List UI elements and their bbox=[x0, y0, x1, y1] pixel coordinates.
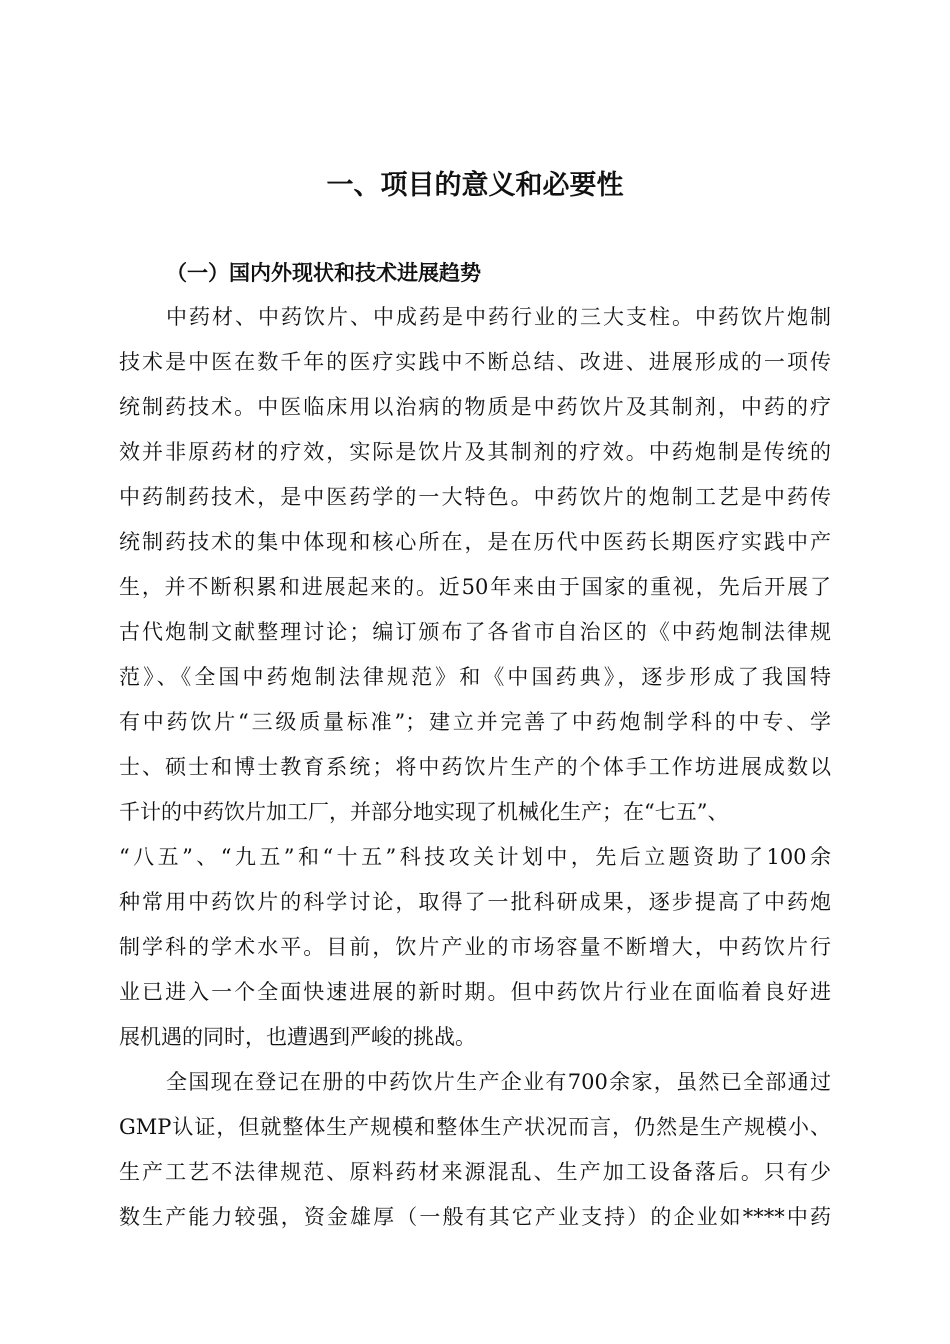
paragraph-line: 数生产能力较强，资金雄厚（一般有其它产业支持）的企业如****中药 bbox=[119, 1205, 831, 1229]
paragraph-line: 展机遇的同时，也遭遇到严峻的挑战。 bbox=[119, 1025, 476, 1049]
paragraph-line: 全国现在登记在册的中药饮片生产企业有700余家，虽然已全部通过 bbox=[166, 1070, 831, 1094]
paragraph-line: 统制药技术。中医临床用以治病的物质是中药饮片及其制剂，中药的疗 bbox=[119, 395, 831, 419]
paragraph-line: 技术是中医在数千年的医疗实践中不断总结、改进、进展形成的一项传 bbox=[119, 350, 831, 374]
paragraph-line: 有中药饮片“三级质量标准”；建立并完善了中药炮制学科的中专、学 bbox=[119, 710, 831, 734]
paragraph-line: 千计的中药饮片加工厂，并部分地实现了机械化生产；在“七五”、 bbox=[119, 800, 729, 824]
paragraph-line: 业已进入一个全面快速进展的新时期。但中药饮片行业在面临着良好进 bbox=[119, 980, 831, 1004]
paragraph-line: 效并非原药材的疗效，实际是饮片及其制剂的疗效。中药炮制是传统的 bbox=[119, 440, 831, 464]
paragraph-line: GMP认证，但就整体生产规模和整体生产状况而言，仍然是生产规模小、 bbox=[119, 1115, 831, 1139]
paragraph-line: 生，并不断积累和进展起来的。近50年来由于国家的重视，先后开展了 bbox=[119, 575, 831, 599]
paragraph-line: 中药制药技术，是中医药学的一大特色。中药饮片的炮制工艺是中药传 bbox=[119, 485, 831, 509]
paragraph-line: 生产工艺不法律规范、原料药材来源混乱、生产加工设备落后。只有少 bbox=[119, 1160, 831, 1184]
paragraph-line: 士、硕士和博士教育系统；将中药饮片生产的个体手工作坊进展成数以 bbox=[119, 755, 831, 779]
paragraph-line: 古代炮制文献整理讨论；编订颁布了各省市自治区的《中药炮制法律规 bbox=[119, 620, 831, 644]
paragraph-line: 中药材、中药饮片、中成药是中药行业的三大支柱。中药饮片炮制 bbox=[166, 305, 831, 329]
paragraph-line: “八五”、“九五”和“十五”科技攻关计划中，先后立题资助了100余 bbox=[119, 845, 831, 869]
paragraph-line: 统制药技术的集中体现和核心所在，是在历代中医药长期医疗实践中产 bbox=[119, 530, 831, 554]
paragraph-line: 范》、《全国中药炮制法律规范》和《中国药典》，逐步形成了我国特 bbox=[119, 665, 831, 689]
paragraph-line: 种常用中药饮片的科学讨论，取得了一批科研成果，逐步提高了中药炮 bbox=[119, 890, 831, 914]
paragraph-line: 制学科的学术水平。目前，饮片产业的市场容量不断增大，中药饮片行 bbox=[119, 935, 831, 959]
section-heading: 一、项目的意义和必要性 bbox=[326, 170, 624, 201]
subsection-heading: （一）国内外现状和技术进展趋势 bbox=[166, 261, 481, 285]
